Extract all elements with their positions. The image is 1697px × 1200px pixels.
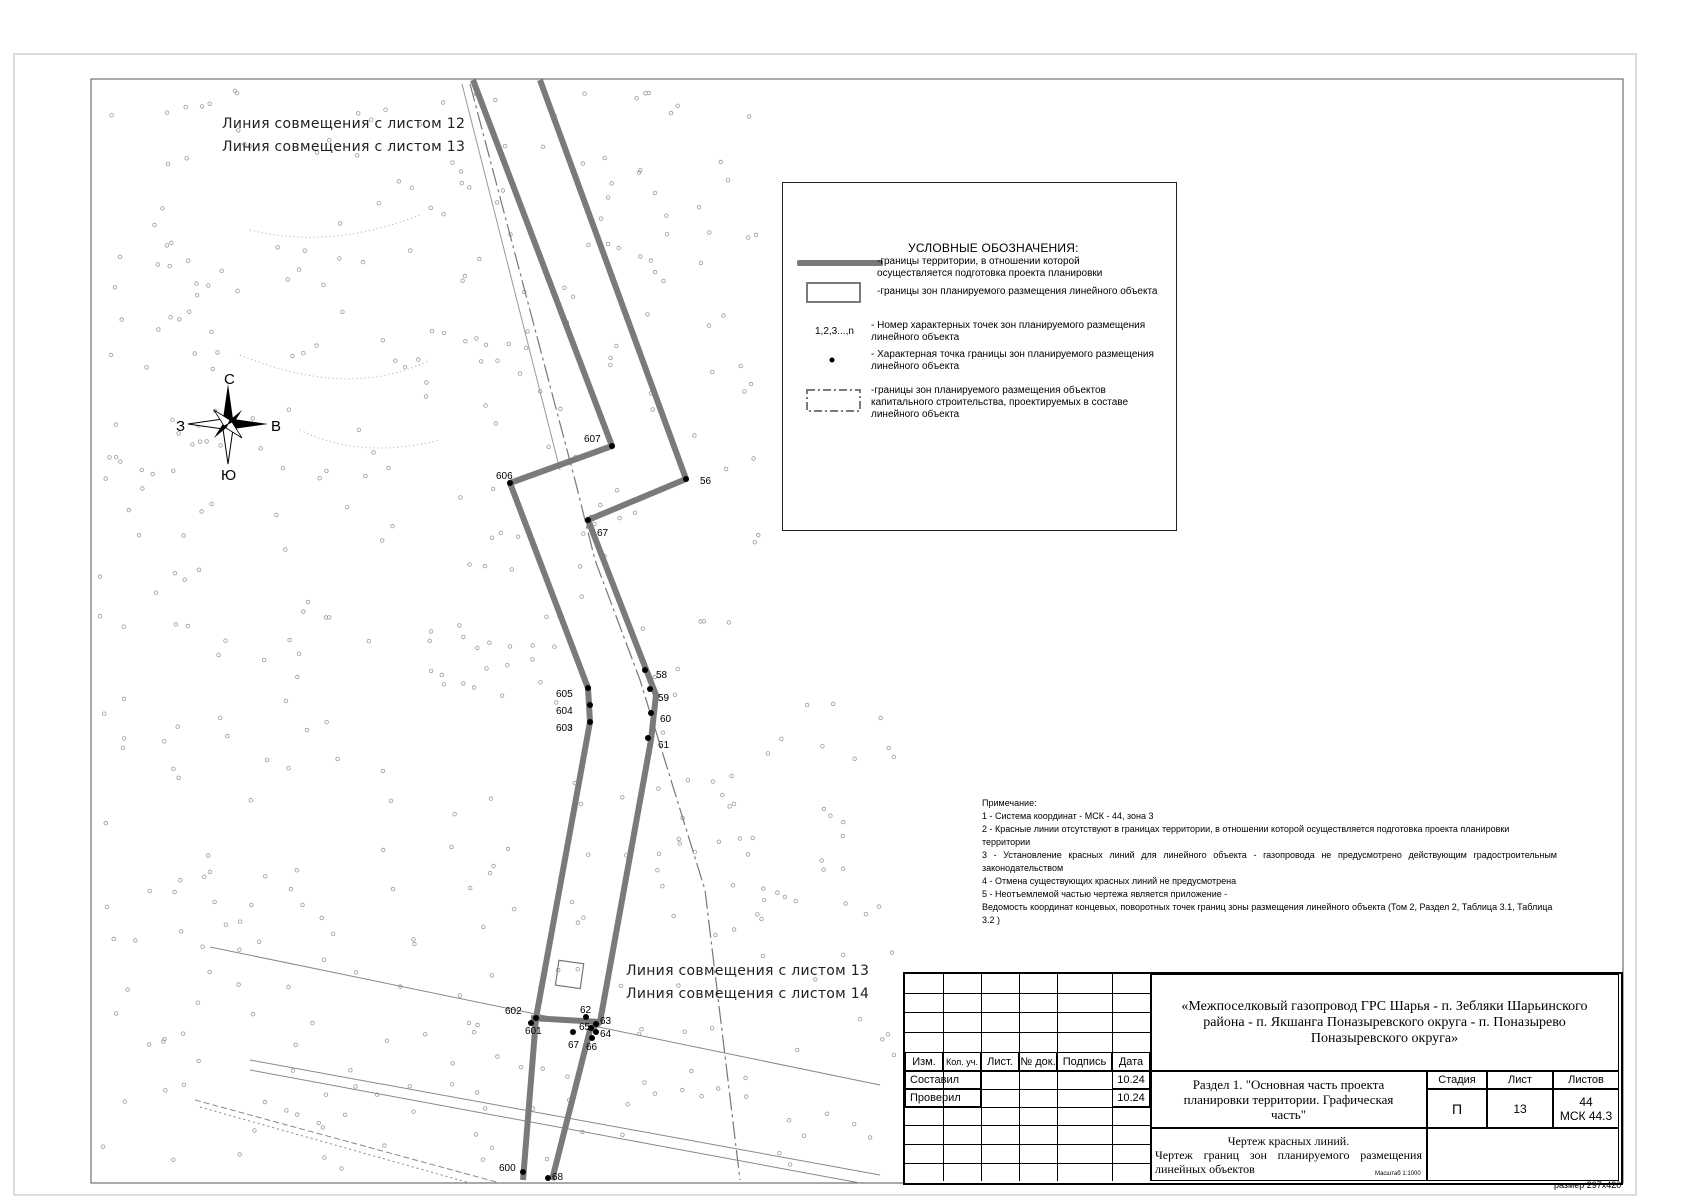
dotted-contours [240, 215, 440, 448]
characteristic-point [520, 1169, 526, 1175]
notes-block [982, 797, 1557, 927]
legend-item-text: - Характерная точка границы зон планируемого размещения линейного объекта [871, 349, 1154, 372]
compass-rose [188, 384, 268, 464]
empty-cell [1427, 1128, 1619, 1181]
point-number-label: 605 [556, 689, 573, 700]
title-block [903, 972, 1623, 1185]
col-header: Лист. [981, 1052, 1019, 1071]
point-number-label: 58 [656, 670, 668, 681]
point-number-label: 65 [579, 1022, 591, 1033]
point-number-label: 60 [660, 714, 672, 725]
compass-west-label: З [176, 418, 186, 435]
characteristic-point [648, 710, 654, 716]
point-number-label: 607 [584, 434, 601, 445]
combo-line-label: Линия совмещения с листом 13 [626, 963, 870, 979]
point-number-label: 602 [505, 1006, 522, 1017]
point-number-label: 604 [556, 706, 573, 717]
characteristic-point [642, 667, 648, 673]
compass-east-label: В [271, 418, 282, 435]
role-checked: Проверил [905, 1089, 981, 1107]
legend-item-text: - Номер характерных точек зон планируемого размещения линейного объекта [871, 320, 1146, 343]
date-compiled: 10.24 [1112, 1071, 1150, 1089]
sheets-cell [1553, 1089, 1619, 1128]
note-line: Ведомость координат концевых, поворотных точек границ зоны размещения линейного объекта (Том 2, Раздел 2, Таблица 3.1, Таблица 3.2 ) [982, 902, 1553, 925]
notes-title: Примечание: [982, 798, 1037, 808]
point-number-label: 56 [700, 476, 712, 487]
legend-symbol-thick-line [797, 257, 883, 269]
drawing-name-1: Чертеж красных линий. [1227, 1133, 1350, 1148]
legend-title: УСЛОВНЫЕ ОБОЗНАЧЕНИЯ: [908, 241, 1079, 255]
sheets-label: Листов [1553, 1071, 1619, 1089]
note-line: 2 - Красные линии отсутствуют в границах территории, в отношении которой осуществляется подготовка проекта планировки территории [982, 824, 1510, 847]
legend-symbol-numbering: 1,2,3...,n [815, 326, 854, 337]
stage-label: Стадия [1427, 1071, 1487, 1089]
drawing-name-2: Чертеж границ зон планируемого размещения линейных объектов [1155, 1147, 1422, 1176]
point-number-label: 63 [600, 1016, 612, 1027]
note-line: 5 - Неотъемлемой частью чертежа является приложение - [982, 889, 1228, 899]
point-number-label: 66 [586, 1042, 598, 1053]
point-number-label: 59 [658, 693, 670, 704]
point-number-label: 601 [525, 1026, 542, 1037]
characteristic-point [587, 702, 593, 708]
point-number-label: 600 [499, 1163, 516, 1174]
legend-item-text: -границы зон планируемого размещения линейного объекта [877, 286, 1158, 297]
date-checked: 10.24 [1112, 1089, 1150, 1107]
combo-line-label: Линия совмещения с листом 13 [222, 139, 466, 155]
roads [195, 947, 880, 1183]
characteristic-point [545, 1175, 551, 1181]
point-number-label: 62 [580, 1005, 592, 1016]
compass-north-label: С [224, 371, 235, 388]
terrain-markers [98, 89, 896, 1170]
combo-line-label: Линия совмещения с листом 14 [626, 986, 870, 1002]
characteristic-point [585, 517, 591, 523]
characteristic-point [645, 735, 651, 741]
note-line: 1 - Система координат - МСК - 44, зона 3 [982, 811, 1154, 821]
note-line: 3 - Установление красных линий для линейного объекта - газопровода не предусмотрено действующим градостроительным законодательством [982, 850, 1557, 873]
characteristic-point [533, 1015, 539, 1021]
boundary-east [540, 80, 686, 1180]
characteristic-point [589, 1035, 595, 1041]
section-title: Раздел 1. "Основная часть проекта планировки территории. Графическая часть" [1150, 1071, 1427, 1128]
point-number-label: 603 [556, 723, 573, 734]
point-number-label: 67 [568, 1040, 580, 1051]
characteristic-point [609, 443, 615, 449]
col-header: Изм. [905, 1052, 943, 1071]
scale-label: Масштаб 1:1000 [1375, 1171, 1421, 1177]
point-number-label: 64 [600, 1029, 612, 1040]
stage-value: П [1427, 1089, 1487, 1128]
project-title: «Межпоселковый газопровод ГРС Шарья - п. Зебляки Шарьинского района - п. Якшанга Поназыревского округа - п. Поназырево Поназыревского округа» [1150, 974, 1619, 1071]
legend-item-text: -границы зон планируемого размещения объектов капитального строительства, проектируемых в составе линейного объекта [871, 385, 1129, 420]
legend-symbol-dashed-rectangle [805, 388, 863, 414]
note-line: 4 - Отмена существующих красных линий не предусмотрена [982, 876, 1237, 886]
characteristic-point [593, 1029, 599, 1035]
point-number-label: 606 [496, 471, 513, 482]
legend-symbol-dot [828, 356, 836, 364]
sheet-label: Лист [1487, 1071, 1553, 1089]
point-number-label: 67 [597, 528, 609, 539]
sheet-code: МСК 44.3 [1559, 1108, 1613, 1123]
col-header: № док. [1019, 1052, 1057, 1071]
characteristic-point [585, 685, 591, 691]
characteristic-point [683, 476, 689, 482]
characteristic-point [570, 1029, 576, 1035]
legend-symbol-rectangle [805, 281, 863, 305]
characteristic-point [593, 1021, 599, 1027]
col-header: Дата [1112, 1052, 1150, 1071]
compass-south-label: Ю [221, 467, 237, 484]
point-number-label: 61 [658, 740, 670, 751]
capital-object-zone [555, 960, 583, 988]
col-header: Кол. уч. [943, 1052, 981, 1071]
paper-size-label: размер 297х420 [1554, 1180, 1622, 1190]
combo-line-label: Линия совмещения с листом 12 [222, 116, 466, 132]
legend-item-text: -границы территории, в отношении которой осуществляется подготовка проекта планировки [877, 256, 1103, 279]
point-number-label: 68 [552, 1172, 564, 1183]
col-header: Подпись [1057, 1052, 1112, 1071]
role-compiled: Составил [905, 1071, 981, 1089]
characteristic-point [647, 686, 653, 692]
sheet-value: 13 [1487, 1089, 1553, 1128]
sheets-value: 44 [1579, 1094, 1593, 1109]
legend-panel [782, 182, 1177, 531]
characteristic-point [587, 719, 593, 725]
